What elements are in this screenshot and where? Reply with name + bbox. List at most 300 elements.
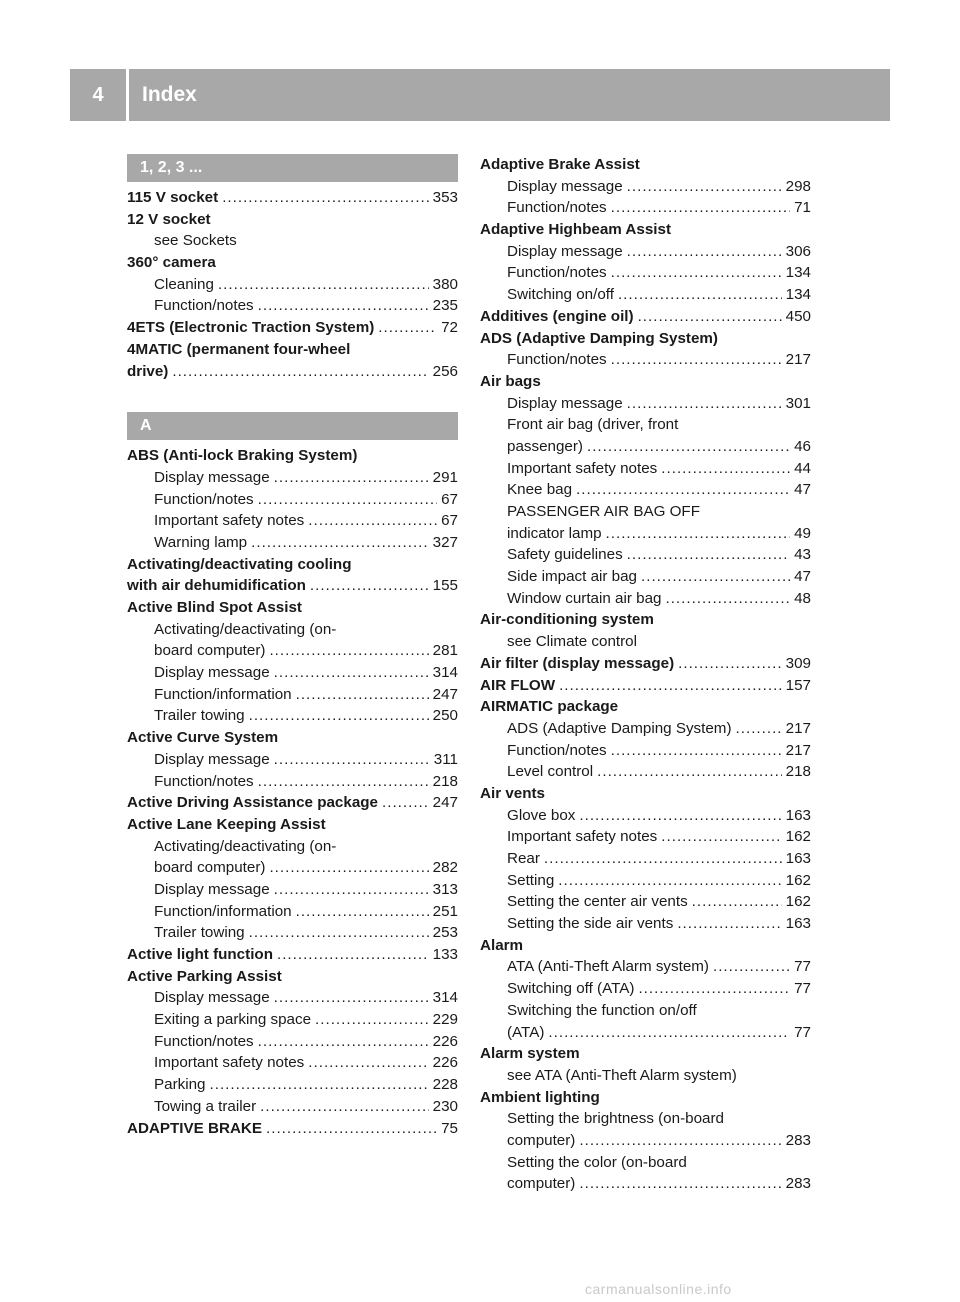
page-reference: 253 (432, 924, 458, 942)
entry-text: Important safety notes (507, 828, 658, 846)
index-entry (127, 209, 458, 231)
page-reference: 235 (432, 297, 458, 315)
entry-text: 115 V socket (127, 189, 219, 206)
page-reference: 162 (785, 893, 811, 911)
dot-leader (548, 1022, 790, 1044)
index-entry (480, 783, 811, 805)
index-entry (127, 187, 458, 209)
entry-text: with air dehumidification (127, 577, 306, 595)
entry-text: Air-conditioning system (480, 611, 654, 629)
entry-text: indicator lamp (507, 524, 602, 542)
entry-text: Adaptive Highbeam Assist (480, 221, 672, 239)
entry-text: ADS (Adaptive Damping System) (480, 329, 718, 347)
dot-leader (266, 1118, 437, 1140)
index-subentry (127, 771, 458, 793)
dot-leader (579, 1130, 781, 1152)
dot-leader (249, 922, 429, 944)
entry-text: drive) (127, 362, 169, 380)
index-subentry (127, 619, 458, 641)
index-subentry (127, 295, 458, 317)
entry-text: Display message (154, 664, 270, 682)
page-reference: 49 (794, 524, 811, 542)
entry-text: Function/notes (154, 772, 254, 790)
entry-text: board computer) (154, 642, 266, 660)
index-subentry (127, 467, 458, 489)
index-subentry (127, 1009, 458, 1031)
index-subentry (480, 631, 811, 653)
entry-text: Function/notes (507, 264, 607, 282)
index-entry (480, 935, 811, 957)
index-entry (480, 306, 811, 328)
entry-text: Function/notes (507, 351, 607, 369)
entry-text: Active Driving Assistance package (127, 794, 378, 812)
index-subentry (480, 414, 811, 436)
index-entry (127, 966, 458, 988)
page-reference: 283 (785, 1131, 811, 1149)
dot-leader (558, 870, 781, 892)
dot-leader (576, 479, 790, 501)
entry-text: ADAPTIVE BRAKE (127, 1119, 263, 1137)
index-subentry (127, 510, 458, 532)
index-subentry (127, 987, 458, 1009)
dot-leader (544, 848, 782, 870)
entry-text: AIR FLOW (480, 676, 556, 694)
page-reference: 314 (432, 989, 458, 1007)
dot-leader (638, 978, 790, 1000)
entry-text: 12 V socket (127, 210, 211, 228)
entry-text: (ATA) (507, 1023, 545, 1041)
index-subentry (480, 479, 811, 501)
page-reference: 250 (432, 707, 458, 725)
dot-leader (258, 295, 429, 317)
index-subentry (480, 1065, 811, 1087)
index-subentry (480, 1173, 811, 1195)
index-entry (127, 792, 458, 814)
dot-leader (258, 771, 429, 793)
dot-leader (611, 197, 790, 219)
entry-text: Front air bag (driver, front (507, 416, 679, 434)
entry-text: Display message (154, 750, 270, 768)
page-reference: 162 (785, 828, 811, 846)
entry-text: Important safety notes (154, 1054, 305, 1072)
index-entry (127, 1118, 458, 1140)
index-subentry (127, 1096, 458, 1118)
index-subentry (480, 393, 811, 415)
page-reference: 71 (794, 199, 811, 217)
page-reference: 157 (785, 676, 811, 694)
dot-leader (274, 879, 429, 901)
index-subentry (480, 718, 811, 740)
entry-text: Setting the center air vents (507, 893, 688, 911)
page-reference: 155 (432, 577, 458, 595)
page-reference: 47 (794, 481, 811, 499)
index-subentry (127, 230, 458, 252)
dot-leader (587, 436, 790, 458)
entry-text: Rear (507, 850, 540, 867)
entry-text: PASSENGER AIR BAG OFF (507, 503, 700, 520)
index-subentry (480, 197, 811, 219)
dot-leader (274, 467, 429, 489)
index-subentry (127, 749, 458, 771)
entry-text: Switching the function on/off (507, 1001, 697, 1019)
entry-text: ADS (Adaptive Damping System) (507, 719, 732, 737)
entry-text: Warning lamp (154, 533, 248, 551)
entry-text: Activating/deactivating cooling (127, 555, 352, 573)
page-reference: 281 (432, 642, 458, 660)
entry-text: Display message (507, 242, 623, 260)
entry-text: Exiting a parking space (154, 1011, 312, 1029)
entry-text: computer) (507, 1131, 576, 1149)
index-subentry (480, 1022, 811, 1044)
page-reference: 217 (785, 741, 811, 759)
dot-leader (269, 857, 428, 879)
dot-leader (611, 262, 782, 284)
index-entry (127, 814, 458, 836)
dot-leader (249, 705, 429, 727)
index-subentry (480, 523, 811, 545)
entry-text: Function/notes (507, 199, 607, 217)
page-reference: 247 (432, 794, 458, 812)
entry-text: Knee bag (507, 481, 573, 499)
page-reference: 134 (785, 264, 811, 282)
index-subentry (127, 1031, 458, 1053)
entry-text: Parking (154, 1076, 206, 1094)
entry-text: see ATA (Anti-Theft Alarm system) (507, 1066, 737, 1084)
index-subentry (127, 922, 458, 944)
dot-leader (661, 458, 790, 480)
entry-text: Function/notes (154, 490, 254, 508)
entry-text: Display message (154, 880, 270, 898)
dot-leader (258, 1031, 429, 1053)
dot-leader (641, 566, 790, 588)
index-subentry (480, 544, 811, 566)
entry-text: Active Parking Assist (127, 967, 282, 985)
index-entry (127, 575, 458, 597)
entry-text: Setting the side air vents (507, 915, 674, 933)
page-reference: 48 (794, 589, 811, 607)
page-reference: 228 (432, 1076, 458, 1094)
page-reference: 67 (441, 512, 458, 530)
index-entry (127, 339, 458, 361)
dot-leader (661, 826, 781, 848)
entry-text: 4MATIC (permanent four-wheel (127, 340, 351, 358)
page-title: Index (142, 83, 197, 106)
page-reference: 229 (432, 1011, 458, 1029)
index-subentry (127, 1052, 458, 1074)
entry-text: Trailer towing (154, 707, 245, 725)
index-subentry (480, 436, 811, 458)
entry-text: Active Curve System (127, 729, 279, 747)
index-subentry (127, 1074, 458, 1096)
index-entry (480, 653, 811, 675)
page-reference: 353 (432, 189, 458, 206)
entry-text: 360° camera (127, 254, 216, 272)
entry-text: Activating/deactivating (on- (154, 620, 337, 638)
page-reference: 282 (432, 859, 458, 877)
page-reference: 44 (794, 459, 811, 477)
page-reference: 218 (432, 772, 458, 790)
dot-leader (627, 393, 782, 415)
index-subentry (480, 978, 811, 1000)
page-reference: 256 (432, 362, 458, 380)
entry-text: Display message (507, 177, 623, 195)
index-entry (127, 727, 458, 749)
page-reference: 226 (432, 1032, 458, 1050)
index-subentry (480, 176, 811, 198)
index-entry (480, 371, 811, 393)
entry-text: Alarm system (480, 1045, 580, 1063)
dot-leader (606, 523, 791, 545)
entry-text: Function/notes (154, 1032, 254, 1050)
dot-leader (258, 489, 437, 511)
index-subentry (480, 848, 811, 870)
index-entry (127, 252, 458, 274)
dot-leader (222, 187, 428, 209)
index-subentry (480, 805, 811, 827)
index-subentry (480, 458, 811, 480)
entry-text: Display message (154, 468, 270, 486)
entry-text: Setting the color (on-board (507, 1153, 687, 1171)
dot-leader (611, 349, 782, 371)
index-subentry (480, 588, 811, 610)
entry-text: Window curtain air bag (507, 589, 662, 607)
page-reference: 327 (432, 533, 458, 551)
dot-leader (277, 944, 429, 966)
dot-leader (269, 640, 428, 662)
index-entry (127, 554, 458, 576)
index-subentry (127, 532, 458, 554)
entry-text: Alarm (480, 936, 524, 954)
dot-leader (597, 761, 782, 783)
page-reference: 314 (432, 664, 458, 682)
index-subentry (127, 857, 458, 879)
entry-text: Switching on/off (507, 286, 614, 304)
index-subentry (480, 891, 811, 913)
dot-leader (296, 684, 429, 706)
dot-leader (210, 1074, 429, 1096)
index-entry (480, 219, 811, 241)
header-divider (126, 69, 129, 121)
page-reference: 251 (432, 902, 458, 920)
page-reference: 313 (432, 880, 458, 898)
dot-leader (378, 317, 437, 339)
page-reference: 77 (794, 958, 811, 976)
page-reference: 230 (432, 1097, 458, 1115)
index-subentry (480, 740, 811, 762)
index-entry (127, 317, 458, 339)
section-header: A (127, 412, 458, 440)
index-subentry (127, 274, 458, 296)
index-entry (480, 328, 811, 350)
page-reference: 163 (785, 806, 811, 824)
index-subentry (480, 1152, 811, 1174)
dot-leader (382, 792, 429, 814)
page-reference: 67 (441, 490, 458, 508)
entry-text: board computer) (154, 859, 266, 877)
dot-leader (274, 662, 429, 684)
index-subentry (127, 705, 458, 727)
dot-leader (627, 544, 790, 566)
page-reference: 47 (794, 568, 811, 586)
entry-text: Setting (507, 871, 555, 889)
index-column-left (127, 154, 458, 1139)
dot-leader (627, 176, 782, 198)
index-subentry (480, 349, 811, 371)
entry-text: Air vents (480, 784, 545, 802)
dot-leader (665, 588, 790, 610)
page-reference: 163 (785, 915, 811, 933)
index-entry (127, 944, 458, 966)
dot-leader (579, 805, 781, 827)
entry-text: see Sockets (154, 232, 237, 250)
page-reference: 75 (441, 1119, 458, 1137)
entry-text: passenger) (507, 437, 583, 455)
entry-text: ATA (Anti-Theft Alarm system) (507, 958, 709, 976)
page-reference: 311 (433, 750, 458, 768)
entry-text: Level control (507, 763, 594, 781)
entry-text: Activating/deactivating (on- (154, 837, 337, 855)
index-entry (480, 1043, 811, 1065)
index-subentry (127, 901, 458, 923)
dot-leader (638, 306, 782, 328)
page-reference: 247 (432, 685, 458, 703)
entry-text: Adaptive Brake Assist (480, 156, 640, 173)
dot-leader (172, 361, 428, 383)
entry-text: 4ETS (Electronic Traction System) (127, 319, 375, 337)
entry-text: Trailer towing (154, 924, 245, 942)
entry-text: Function/information (154, 685, 292, 703)
page-reference: 43 (794, 546, 811, 564)
dot-leader (308, 510, 437, 532)
entry-text: Function/information (154, 902, 292, 920)
dot-leader (274, 749, 430, 771)
entry-text: Important safety notes (507, 459, 658, 477)
index-entry (127, 361, 458, 383)
page-reference: 298 (785, 177, 811, 195)
index-column-right (480, 154, 811, 1195)
entry-text: Additives (engine oil) (480, 307, 634, 325)
page-reference: 46 (794, 437, 811, 455)
entry-text: Air filter (display message) (480, 654, 675, 672)
index-subentry (480, 566, 811, 588)
index-entry (480, 675, 811, 697)
entry-text: AIRMATIC package (480, 698, 619, 716)
dot-leader (627, 241, 782, 263)
dot-leader (559, 675, 782, 697)
dot-leader (736, 718, 782, 740)
entry-text: computer) (507, 1175, 576, 1193)
dot-leader (218, 274, 429, 296)
index-subentry (127, 684, 458, 706)
page-reference: 162 (785, 871, 811, 889)
index-subentry (480, 870, 811, 892)
index-subentry (127, 836, 458, 858)
entry-text: Active Blind Spot Assist (127, 599, 302, 616)
page-reference: 309 (785, 654, 811, 672)
entry-text: Display message (507, 394, 623, 412)
index-subentry (127, 489, 458, 511)
index-subentry (480, 761, 811, 783)
index-subentry (480, 1130, 811, 1152)
page-reference: 217 (785, 351, 811, 369)
page-number: 4 (92, 83, 104, 106)
index-subentry (480, 241, 811, 263)
page-reference: 133 (432, 946, 458, 963)
index-subentry (480, 956, 811, 978)
entry-text: Function/notes (154, 297, 254, 315)
page-reference: 217 (785, 719, 811, 737)
dot-leader (677, 913, 781, 935)
dot-leader (274, 987, 429, 1009)
page-reference: 380 (432, 275, 458, 293)
page-reference: 450 (785, 307, 811, 325)
dot-leader (713, 956, 790, 978)
dot-leader (579, 1173, 781, 1195)
dot-leader (260, 1096, 429, 1118)
page-reference: 72 (441, 319, 458, 337)
entry-text: see Climate control (507, 633, 637, 651)
index-entry (480, 609, 811, 631)
page-reference: 226 (432, 1054, 458, 1072)
entry-text: Side impact air bag (507, 568, 638, 586)
page-reference: 283 (785, 1175, 811, 1193)
entry-text: Important safety notes (154, 512, 305, 530)
index-subentry (480, 826, 811, 848)
index-subentry (127, 879, 458, 901)
entry-text: Setting the brightness (on-board (507, 1110, 724, 1128)
page-reference: 77 (794, 980, 811, 998)
index-subentry (480, 262, 811, 284)
entry-text: Cleaning (154, 275, 214, 293)
index-subentry (127, 662, 458, 684)
entry-text: Switching off (ATA) (507, 980, 635, 998)
dot-leader (678, 653, 782, 675)
index-subentry (480, 501, 811, 523)
index-entry (480, 154, 811, 176)
dot-leader (310, 575, 429, 597)
watermark: carmanualsonline.info (585, 1281, 732, 1297)
index-entry (480, 1087, 811, 1109)
page-reference: 306 (785, 242, 811, 260)
index-subentry (480, 284, 811, 306)
index-entry (480, 696, 811, 718)
page-reference: 77 (794, 1023, 811, 1041)
dot-leader (251, 532, 429, 554)
dot-leader (308, 1052, 428, 1074)
page-header (70, 69, 890, 121)
section-header: 1, 2, 3 ... (127, 154, 458, 182)
dot-leader (611, 740, 782, 762)
page-reference: 134 (785, 286, 811, 304)
entry-text: Active Lane Keeping Assist (127, 815, 326, 833)
entry-text: Towing a trailer (154, 1097, 257, 1115)
entry-text: Function/notes (507, 741, 607, 759)
page-reference: 163 (785, 850, 811, 867)
dot-leader (315, 1009, 429, 1031)
entry-text: Display message (154, 989, 270, 1007)
entry-text: Glove box (507, 806, 576, 824)
dot-leader (618, 284, 782, 306)
page-reference: 291 (432, 468, 458, 486)
index-subentry (127, 640, 458, 662)
index-subentry (480, 1108, 811, 1130)
index-subentry (480, 1000, 811, 1022)
entry-text: Ambient lighting (480, 1088, 600, 1106)
page-reference: 218 (785, 763, 811, 781)
index-entry (127, 445, 458, 467)
entry-text: ABS (Anti-lock Braking System) (127, 447, 358, 465)
dot-leader (692, 891, 782, 913)
